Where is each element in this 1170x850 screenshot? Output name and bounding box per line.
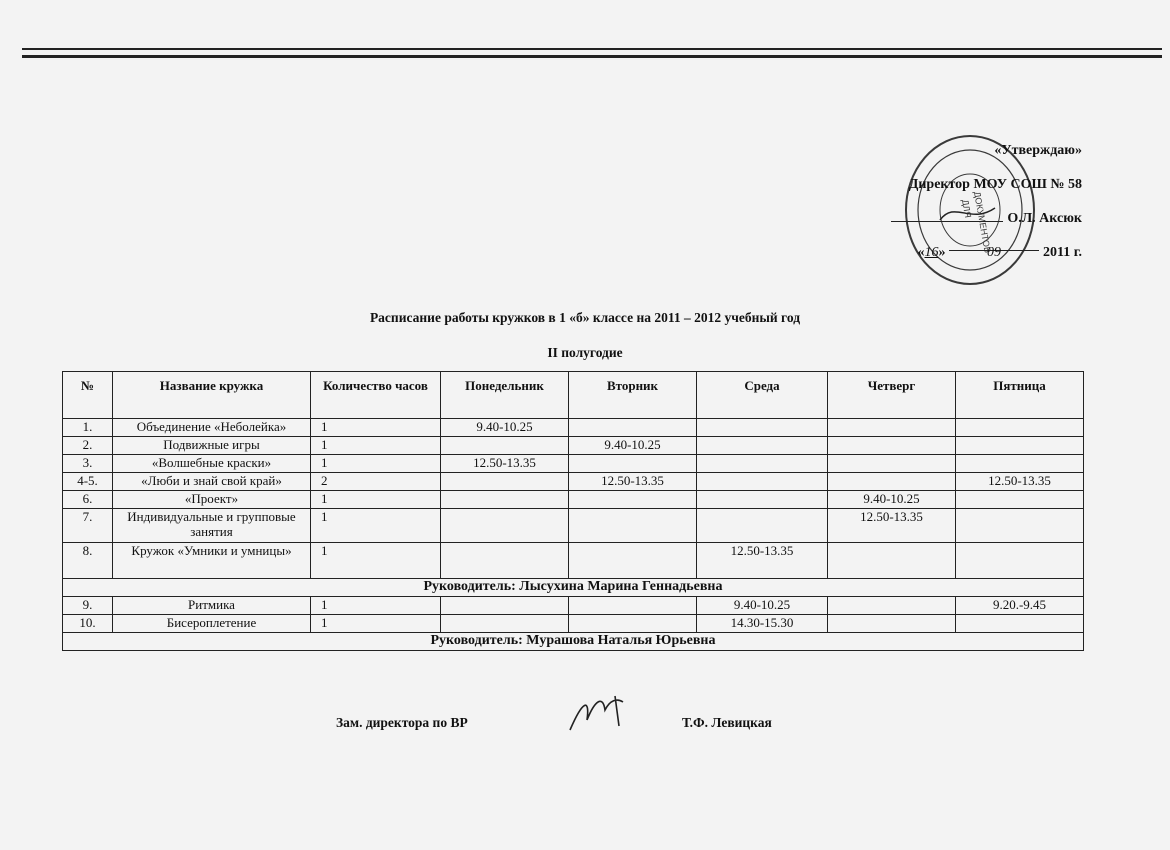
top-rule-thin	[22, 48, 1162, 50]
cell-club-name: Индивидуальные и групповые занятия	[113, 509, 311, 543]
cell-monday	[441, 509, 569, 543]
cell-monday	[441, 597, 569, 615]
approval-date	[891, 236, 1082, 270]
cell-thursday	[828, 437, 956, 455]
approval-block	[891, 134, 1082, 270]
table-row	[63, 455, 1084, 473]
leader-row	[63, 633, 1084, 651]
col-number: №	[63, 372, 113, 419]
cell-tuesday	[569, 543, 697, 579]
footer-position: Зам. директора по ВР	[336, 715, 468, 730]
cell-wednesday	[697, 473, 828, 491]
cell-friday	[956, 455, 1084, 473]
cell-tuesday: 9.40-10.25	[569, 437, 697, 455]
cell-hours: 1	[311, 437, 441, 455]
date-quote-close: »	[938, 245, 946, 260]
table-header-row	[63, 372, 1084, 419]
table-row	[63, 491, 1084, 509]
cell-wednesday: 12.50-13.35	[697, 543, 828, 579]
leader-row	[63, 579, 1084, 597]
leader-1: Руководитель: Лысухина Марина Геннадьевна	[63, 579, 1084, 597]
top-rule-thick	[22, 55, 1162, 58]
cell-friday	[956, 543, 1084, 579]
cell-number: 10.	[63, 615, 113, 633]
cell-thursday	[828, 615, 956, 633]
cell-monday	[441, 491, 569, 509]
date-year: 2011 г.	[1042, 245, 1082, 260]
cell-friday: 9.20.-9.45	[956, 597, 1084, 615]
cell-friday	[956, 491, 1084, 509]
col-monday: Понедельник	[441, 372, 569, 419]
cell-wednesday: 9.40-10.25	[697, 597, 828, 615]
table-row	[63, 543, 1084, 579]
svg-text:ДЛЯ: ДЛЯ	[960, 198, 974, 219]
cell-monday	[441, 543, 569, 579]
cell-hours: 1	[311, 597, 441, 615]
cell-hours: 1	[311, 455, 441, 473]
schedule-table	[62, 371, 1084, 651]
cell-wednesday	[697, 455, 828, 473]
cell-tuesday	[569, 491, 697, 509]
table-row	[63, 419, 1084, 437]
table-row	[63, 615, 1084, 633]
col-friday: Пятница	[956, 372, 1084, 419]
approval-title: «Утверждаю»	[994, 143, 1082, 158]
svg-text:ДОКУМЕНТОВ: ДОКУМЕНТОВ	[972, 190, 993, 254]
cell-hours: 1	[311, 419, 441, 437]
cell-number: 6.	[63, 491, 113, 509]
cell-friday	[956, 509, 1084, 543]
cell-hours: 1	[311, 543, 441, 579]
cell-wednesday: 14.30-15.30	[697, 615, 828, 633]
cell-hours: 2	[311, 473, 441, 491]
cell-tuesday	[569, 419, 697, 437]
cell-thursday	[828, 597, 956, 615]
cell-club-name: «Волшебные краски»	[113, 455, 311, 473]
cell-monday	[441, 473, 569, 491]
cell-thursday	[828, 419, 956, 437]
cell-thursday	[828, 543, 956, 579]
cell-thursday: 9.40-10.25	[828, 491, 956, 509]
date-day: 16	[924, 245, 939, 260]
cell-wednesday	[697, 509, 828, 543]
footer-name: Т.Ф. Левицкая	[682, 715, 772, 730]
cell-monday: 9.40-10.25	[441, 419, 569, 437]
date-quote-open: «	[917, 245, 925, 260]
cell-number: 1.	[63, 419, 113, 437]
cell-number: 9.	[63, 597, 113, 615]
deputy-signature	[565, 690, 645, 735]
cell-thursday	[828, 473, 956, 491]
approval-position: Директор МОУ СОШ № 58	[908, 177, 1082, 192]
cell-monday	[441, 437, 569, 455]
cell-friday: 12.50-13.35	[956, 473, 1084, 491]
cell-club-name: Подвижные игры	[113, 437, 311, 455]
cell-club-name: Кружок «Умники и умницы»	[113, 543, 311, 579]
date-month: 09	[986, 245, 1001, 260]
cell-number: 4-5.	[63, 473, 113, 491]
cell-tuesday	[569, 509, 697, 543]
document-subtitle: II полугодие	[547, 345, 623, 360]
cell-club-name: Объединение «Неболейка»	[113, 419, 311, 437]
cell-wednesday	[697, 491, 828, 509]
cell-friday	[956, 437, 1084, 455]
document-title: Расписание работы кружков в 1 «б» классе на 2011 – 2012 учебный год	[369, 310, 801, 325]
col-wednesday: Среда	[697, 372, 828, 419]
cell-number: 3.	[63, 455, 113, 473]
cell-number: 8.	[63, 543, 113, 579]
table-row	[63, 509, 1084, 543]
cell-wednesday	[697, 437, 828, 455]
table-row	[63, 597, 1084, 615]
cell-number: 2.	[63, 437, 113, 455]
cell-number: 7.	[63, 509, 113, 543]
cell-thursday	[828, 455, 956, 473]
cell-club-name: «Люби и знай свой край»	[113, 473, 311, 491]
table-row	[63, 473, 1084, 491]
cell-tuesday	[569, 455, 697, 473]
cell-friday	[956, 615, 1084, 633]
approval-signature-line	[891, 202, 1082, 236]
cell-hours: 1	[311, 491, 441, 509]
cell-monday	[441, 615, 569, 633]
col-club-name: Название кружка	[113, 372, 311, 419]
cell-club-name: Бисероплетение	[113, 615, 311, 633]
cell-thursday: 12.50-13.35	[828, 509, 956, 543]
approval-director-name: О.Л. Аксюк	[1007, 211, 1082, 226]
cell-monday: 12.50-13.35	[441, 455, 569, 473]
cell-hours: 1	[311, 615, 441, 633]
cell-tuesday: 12.50-13.35	[569, 473, 697, 491]
cell-wednesday	[697, 419, 828, 437]
table-row	[63, 437, 1084, 455]
cell-tuesday	[569, 615, 697, 633]
cell-tuesday	[569, 597, 697, 615]
cell-club-name: Ритмика	[113, 597, 311, 615]
leader-2: Руководитель: Мурашова Наталья Юрьевна	[63, 633, 1084, 651]
cell-club-name: «Проект»	[113, 491, 311, 509]
signature-blank	[891, 207, 1003, 222]
cell-hours: 1	[311, 509, 441, 543]
cell-friday	[956, 419, 1084, 437]
col-tuesday: Вторник	[569, 372, 697, 419]
col-hours: Количество часов	[311, 372, 441, 419]
col-thursday: Четверг	[828, 372, 956, 419]
date-month-blank	[949, 236, 1039, 260]
